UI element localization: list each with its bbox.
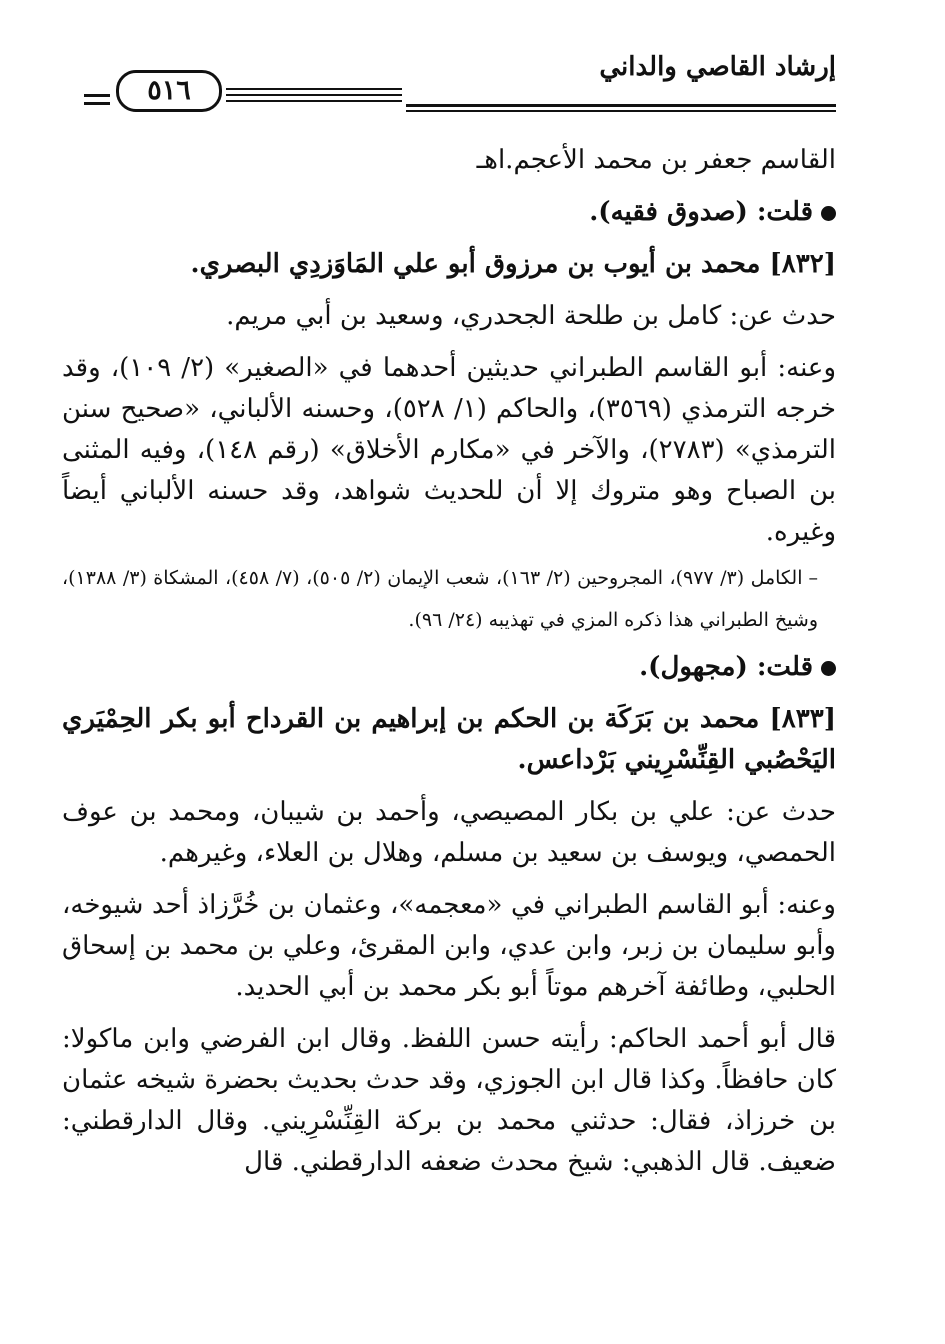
- header-dash: [84, 102, 110, 105]
- paragraph-narrated-from: حدث عن: علي بن بكار المصيصي، وأحمد بن شيبان، ومحمد بن عوف الحمصي، ويوسف بن سعيد بن مسلم، وهلال بن العلاء، وغيرهم.: [62, 797, 836, 868]
- header-rule: [226, 94, 402, 96]
- verdict-line: [62, 647, 836, 688]
- footnote-text: الكامل (٣/ ٩٧٧)، المجروحين (٢/ ١٦٣)، شعب الإيمان (٢/ ٥٠٥)، (٧/ ٤٥٨)، المشكاة (٣/ ١٣٨٨)، وشيخ الطبراني هذا ذكره المزي في تهذيبه (٢٤/ ٩٦).: [62, 567, 818, 631]
- paragraph-narrators: وعنه: أبو القاسم الطبراني حديثين أحدهما في «الصغير» (٢/ ١٠٩)، وقد خرجه الترمذي (٣٥٦٩)، والحاكم (١/ ٥٢٨)، وحسنه الألباني، «صحيح سنن الترمذي» (٢٧٨٣)، والآخر في «مكارم الأخلاق» (رقم ١٤٨)، وفيه المثنى بن الصباح وهو متروك إلا أن للحديث شواهد، وقد حسنه الألباني أيضاً وغيره.: [62, 353, 837, 547]
- page-number: ٥١٦: [116, 70, 222, 112]
- page-number-ornament: [116, 50, 402, 110]
- bullet-icon: [821, 206, 836, 221]
- running-title: إرشاد القاصي والداني: [599, 52, 836, 82]
- header-rule-bottom: [406, 110, 836, 112]
- verdict-line: [62, 192, 836, 233]
- verdict-text: قلت: (مجهول).: [639, 652, 813, 682]
- page-header: [58, 50, 836, 110]
- paragraph-opinions: قال أبو أحمد الحاكم: رأيته حسن اللفظ. وقال ابن الفرضي وابن ماكولا: كان حافظاً. وكذا قال ابن الجوزي، وقد حدث بحديث بحضرة شيخه عثمان بن خرزاذ، فقال: حدثني محمد بن بركة القِنِّسْرِيني. وقال الدارقطني: ضعيف. قال الذهبي: شيخ محدث ضعفه الدارقطني. قال: [62, 1024, 836, 1177]
- verdict-text: قلت: (صدوق فقيه).: [589, 197, 813, 227]
- entry-heading-833: [٨٣٣] محمد بن بَرَكَة بن الحكم بن إبراهيم بن القرداح أبو بكر الحِمْيَري اليَحْصُبي القِنِّسْرِيني بَرْداعس.: [62, 704, 836, 775]
- header-rules: [406, 104, 836, 115]
- footnote-sources: [62, 557, 836, 641]
- header-rule: [226, 100, 402, 102]
- header-rule-top: [406, 104, 836, 107]
- paragraph-continuation: القاسم جعفر بن محمد الأعجم.اهـ: [476, 145, 836, 175]
- bullet-icon: [821, 661, 836, 676]
- footnote-dash: –: [808, 567, 818, 589]
- paragraph-narrators: وعنه: أبو القاسم الطبراني في «معجمه»، وعثمان بن خُرَّزاذ أحد شيوخه، وأبو سليمان بن زبر، وابن عدي، وابن المقرئ، وعلي بن محمد بن إسحاق الحلبي، وطائفة آخرهم موتاً أبو بكر محمد بن أبي الحديد.: [62, 890, 836, 1002]
- header-dash: [84, 94, 110, 97]
- paragraph-narrated-from: حدث عن: كامل بن طلحة الجحدري، وسعيد بن أبي مريم.: [226, 301, 836, 331]
- header-rule: [226, 88, 402, 90]
- entry-heading-832: [٨٣٢] محمد بن أيوب بن مرزوق أبو علي المَاوَزدِي البصري.: [190, 249, 836, 279]
- page-body: [62, 140, 836, 1194]
